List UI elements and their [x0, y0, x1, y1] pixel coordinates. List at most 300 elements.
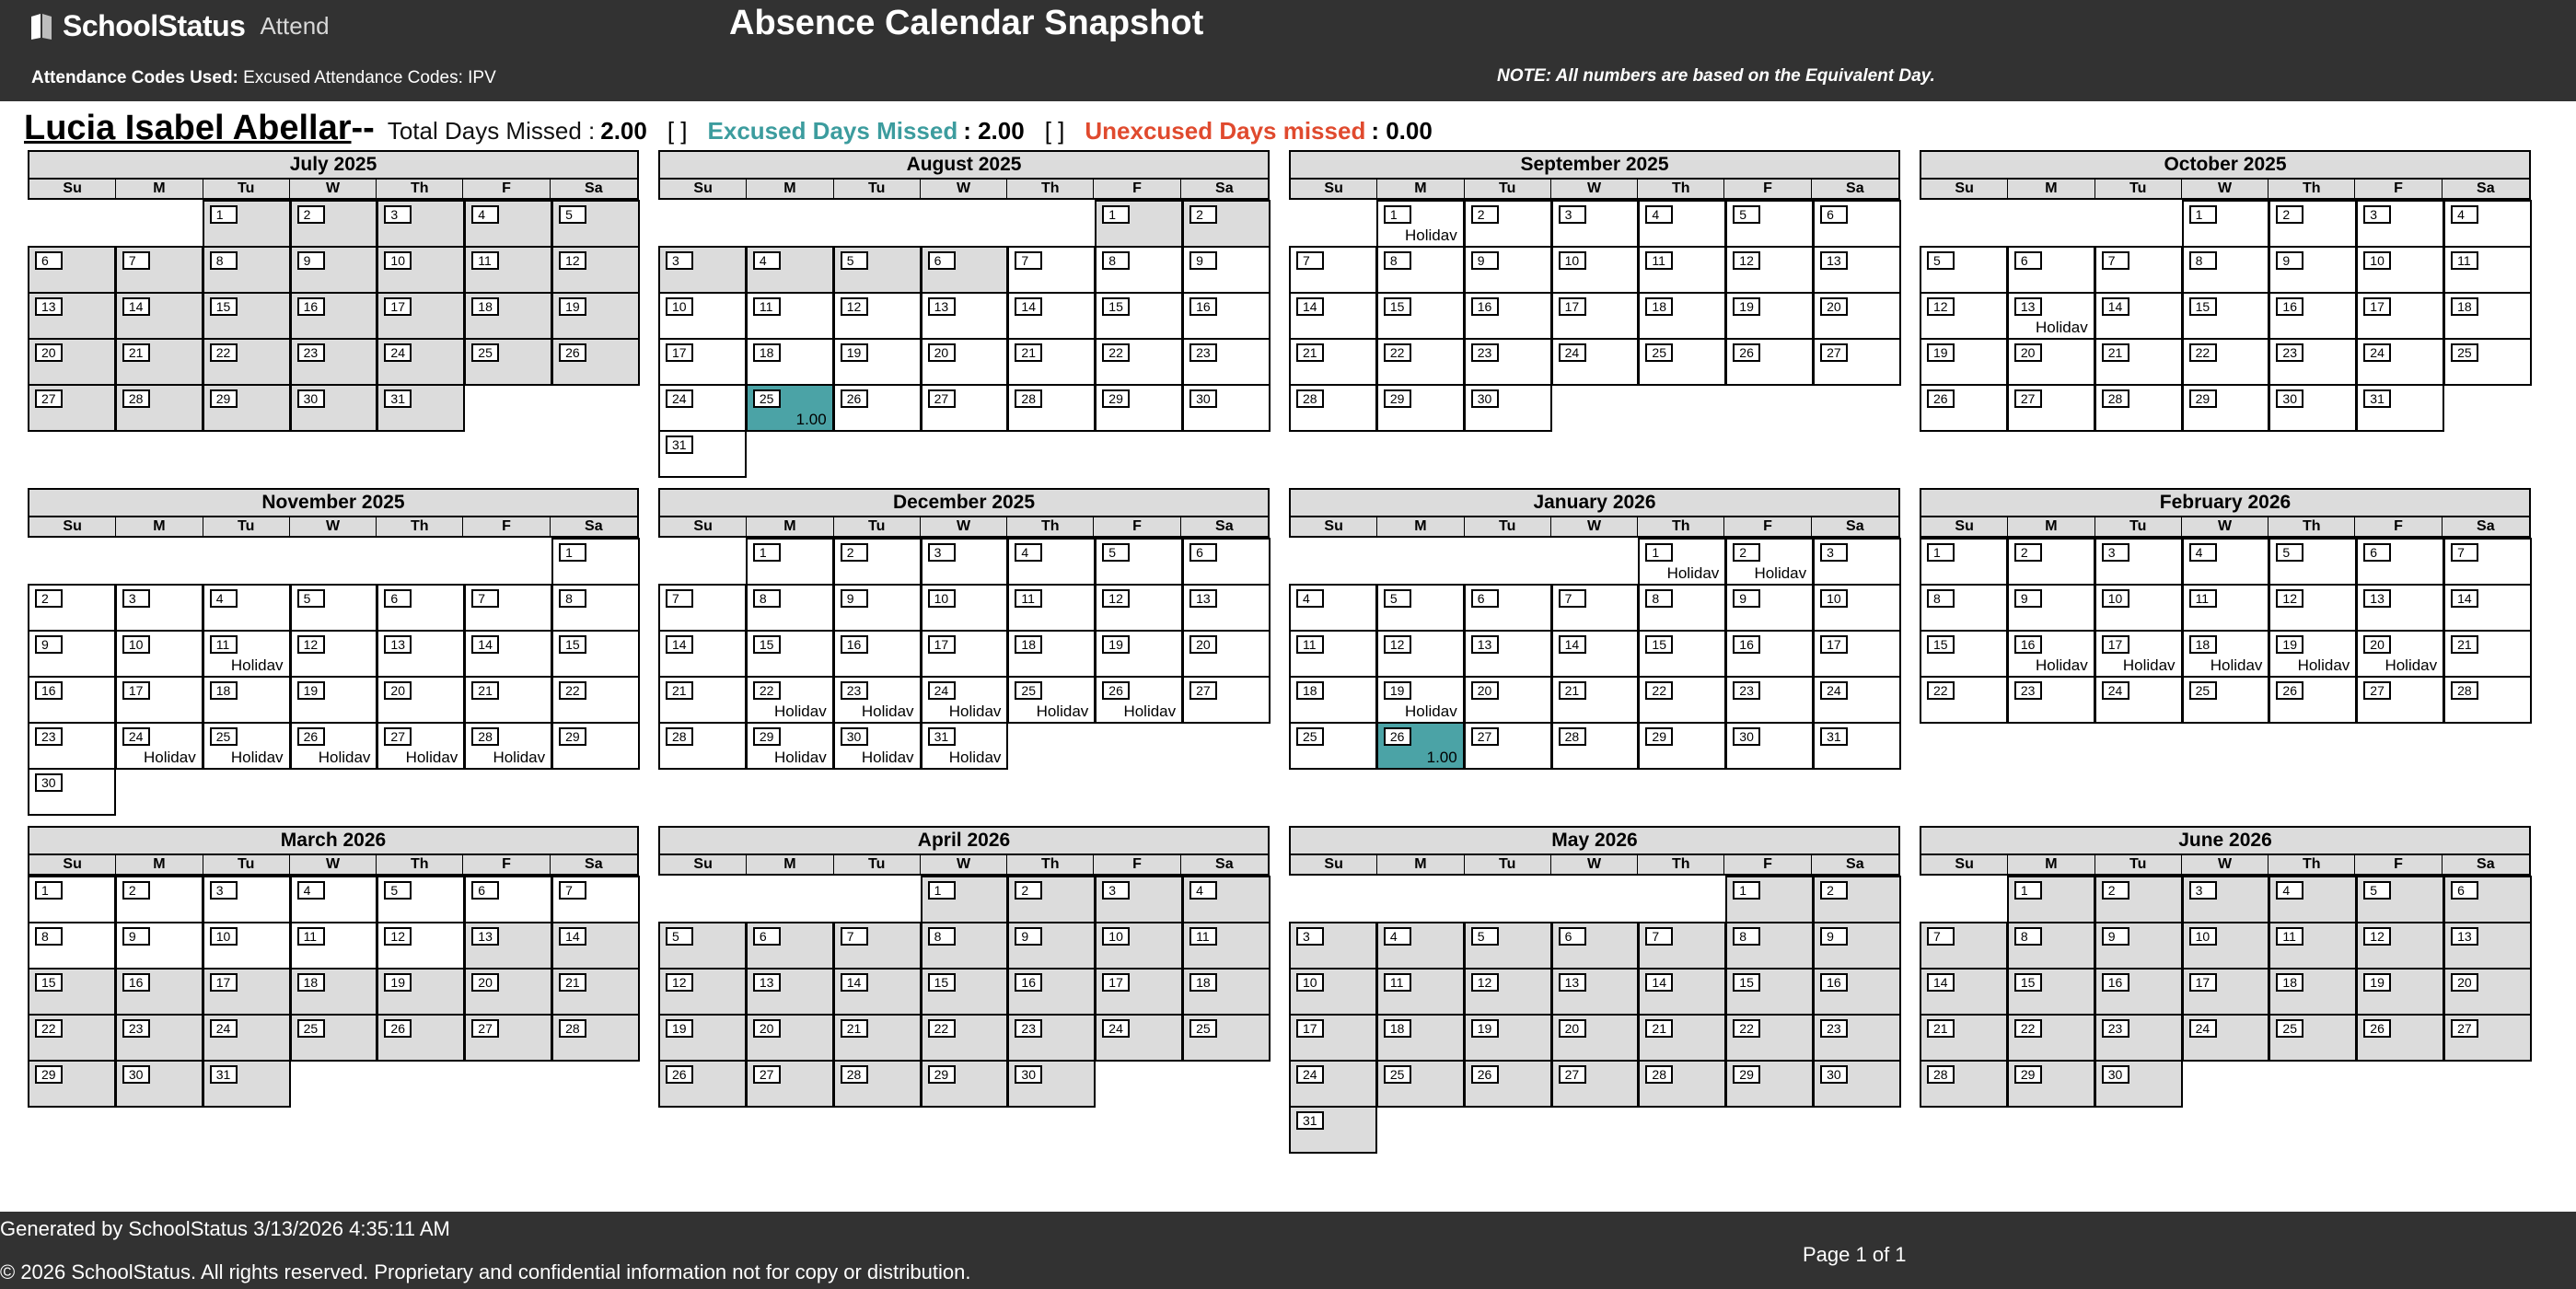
day-cell: [658, 922, 747, 970]
day-cell: [1464, 676, 1552, 724]
day-number: 1: [1733, 881, 1760, 900]
day-number: 20: [35, 343, 63, 362]
month-title: April 2026: [658, 826, 1270, 855]
weekday-label: Th: [1007, 180, 1094, 198]
day-number: 29: [559, 727, 586, 746]
day-number: 14: [2451, 589, 2478, 608]
day-cell: [1725, 876, 1814, 923]
day-number: 3: [928, 543, 956, 562]
day-cell: [921, 338, 1009, 386]
day-number: 5: [841, 251, 868, 270]
day-number: 29: [928, 1065, 956, 1084]
day-number: 20: [928, 343, 956, 362]
holiday-label: Holidav: [948, 749, 1002, 766]
day-cell: [1376, 246, 1465, 294]
empty-cell: [2007, 200, 2095, 248]
day-cell: [1725, 292, 1814, 340]
day-cell: [746, 584, 834, 632]
day-number: 1: [1645, 543, 1673, 562]
day-cell: [2182, 200, 2270, 248]
day-cell: [1007, 1014, 1096, 1062]
day-number: 12: [1733, 251, 1760, 270]
day-number: 18: [2189, 635, 2217, 654]
day-number: 16: [297, 297, 325, 316]
day-number: 29: [210, 389, 238, 408]
day-cell: [1813, 876, 1901, 923]
day-number: 21: [841, 1019, 868, 1038]
day-number: 30: [841, 727, 868, 746]
day-cell: [2094, 584, 2183, 632]
day-cell: [2443, 630, 2532, 678]
day-cell: [2007, 1014, 2095, 1062]
page-number: Page 1 of 1: [1803, 1243, 1907, 1266]
weekday-header: [658, 517, 1270, 538]
day-number: 6: [928, 251, 956, 270]
day-number: 5: [2363, 881, 2391, 900]
day-number: 5: [1102, 543, 1130, 562]
day-cell: [1920, 630, 2008, 678]
brand-logo: [29, 9, 330, 43]
day-number: 15: [1927, 635, 1955, 654]
day-number: 7: [666, 589, 693, 608]
day-cell: [2094, 384, 2183, 432]
day-cell: [746, 630, 834, 678]
empty-cell: [1289, 200, 1377, 248]
weekday-label: Sa: [1215, 856, 1234, 872]
day-number: 2: [1471, 205, 1499, 224]
weekday-label: Su: [660, 855, 747, 874]
day-cell: [2356, 292, 2444, 340]
weekday-label: F: [463, 517, 550, 536]
day-number: 28: [559, 1019, 586, 1038]
day-number: 25: [2451, 343, 2478, 362]
empty-cell: [115, 200, 203, 248]
day-cell: [203, 630, 291, 678]
day-number: 15: [1645, 635, 1673, 654]
unexcused-legend-box: [ ]: [1044, 117, 1065, 145]
day-cell: [464, 676, 552, 724]
day-number: 13: [753, 973, 781, 992]
day-cell: [28, 246, 116, 294]
day-number: 19: [841, 343, 868, 362]
day-cell: [921, 676, 1009, 724]
day-cell: [2443, 200, 2532, 248]
day-number: 14: [471, 635, 499, 654]
weekday-label: Su: [1291, 517, 1377, 536]
weekday-label: W: [921, 855, 1007, 874]
weekday-label: Sa: [1846, 518, 1864, 534]
weekday-label: W: [1551, 517, 1638, 536]
day-number: 28: [2451, 681, 2478, 700]
weekday-label: Tu: [834, 180, 921, 198]
day-cell: [658, 1014, 747, 1062]
day-cell: [921, 1014, 1009, 1062]
day-number: 25: [2276, 1019, 2303, 1038]
day-number: 4: [1015, 543, 1042, 562]
day-cell: [290, 292, 378, 340]
day-number: 17: [384, 297, 412, 316]
day-cell: [1920, 384, 2008, 432]
day-number: 10: [1296, 973, 1324, 992]
day-number: 15: [210, 297, 238, 316]
day-cell: [290, 584, 378, 632]
empty-cell: [1289, 876, 1377, 923]
day-number: 24: [210, 1019, 238, 1038]
absence-value: 1.00: [1426, 749, 1457, 766]
day-number: 25: [1015, 681, 1042, 700]
day-number: 27: [753, 1065, 781, 1084]
day-cell: [28, 292, 116, 340]
day-number: 1: [35, 881, 63, 900]
day-number: 13: [384, 635, 412, 654]
day-number: 9: [2014, 589, 2042, 608]
weekday-label: Su: [1291, 855, 1377, 874]
day-cell: [1007, 292, 1096, 340]
day-number: 10: [1559, 251, 1586, 270]
weekday-label: F: [2355, 517, 2442, 536]
day-cell: [658, 1060, 747, 1108]
day-cell: [1920, 292, 2008, 340]
day-number: 1: [1384, 205, 1411, 224]
day-number: 29: [1384, 389, 1411, 408]
empty-cell: [1464, 876, 1552, 923]
day-cell: [1289, 968, 1377, 1016]
day-number: 14: [1645, 973, 1673, 992]
day-number: 1: [1927, 543, 1955, 562]
empty-cell: [1464, 538, 1552, 586]
day-cell: [2269, 630, 2357, 678]
day-number: 18: [210, 681, 238, 700]
day-cell: [1725, 338, 1814, 386]
day-number: 30: [2102, 1065, 2129, 1084]
day-cell: [203, 338, 291, 386]
day-number: 21: [2451, 635, 2478, 654]
day-cell: [2443, 584, 2532, 632]
day-number: 24: [928, 681, 956, 700]
day-cell: [115, 876, 203, 923]
month-grid: [1289, 538, 1900, 768]
day-cell: [203, 876, 291, 923]
day-cell: [1920, 1014, 2008, 1062]
weekday-header: [28, 180, 639, 200]
day-number: 3: [122, 589, 150, 608]
day-number: 8: [1102, 251, 1130, 270]
day-cell: [290, 968, 378, 1016]
day-number: 6: [753, 927, 781, 946]
day-number: 20: [1559, 1019, 1586, 1038]
day-cell: [1551, 1014, 1640, 1062]
day-cell: [2443, 246, 2532, 294]
weekday-label: Sa: [2477, 856, 2495, 872]
day-number: 7: [122, 251, 150, 270]
day-number: 26: [1384, 727, 1411, 746]
day-cell: [1813, 292, 1901, 340]
day-cell: [1920, 538, 2008, 586]
day-cell: [551, 584, 640, 632]
day-cell: [1095, 968, 1183, 1016]
day-cell: [1007, 584, 1096, 632]
day-cell: [464, 922, 552, 970]
day-number: 18: [297, 973, 325, 992]
day-cell: [1289, 584, 1377, 632]
day-number: 17: [2363, 297, 2391, 316]
day-cell: [1638, 538, 1726, 586]
book-icon: [29, 13, 53, 41]
day-cell: [1725, 538, 1814, 586]
day-cell: [28, 584, 116, 632]
day-cell: [1920, 246, 2008, 294]
day-cell: [658, 676, 747, 724]
empty-cell: [746, 200, 834, 248]
day-number: 23: [2276, 343, 2303, 362]
day-number: 9: [2276, 251, 2303, 270]
day-number: 31: [2363, 389, 2391, 408]
day-number: 27: [1471, 727, 1499, 746]
day-cell: [2356, 876, 2444, 923]
day-cell: [1813, 1060, 1901, 1108]
day-number: 16: [1471, 297, 1499, 316]
day-number: 7: [1015, 251, 1042, 270]
empty-cell: [658, 538, 747, 586]
day-cell: [377, 722, 465, 770]
day-cell: [1551, 922, 1640, 970]
day-number: 15: [35, 973, 63, 992]
day-number: 2: [1015, 881, 1042, 900]
empty-cell: [1551, 538, 1640, 586]
day-cell: [921, 876, 1009, 923]
day-cell: [1464, 384, 1552, 432]
day-number: 21: [1559, 681, 1586, 700]
weekday-label: Su: [660, 517, 747, 536]
day-cell: [1813, 538, 1901, 586]
day-cell: [2182, 538, 2270, 586]
month-title: December 2025: [658, 488, 1270, 517]
day-number: 22: [35, 1019, 63, 1038]
day-number: 15: [1102, 297, 1130, 316]
weekday-label: W: [290, 180, 377, 198]
day-cell: [1007, 1060, 1096, 1108]
month-calendar: [28, 488, 639, 814]
day-number: 18: [2276, 973, 2303, 992]
day-number: 6: [35, 251, 63, 270]
day-cell: [551, 676, 640, 724]
day-number: 5: [1471, 927, 1499, 946]
day-number: 6: [1820, 205, 1848, 224]
day-cell: [1638, 676, 1726, 724]
day-cell: [2182, 922, 2270, 970]
day-cell: [203, 292, 291, 340]
day-cell: [2094, 1060, 2183, 1108]
day-cell: [115, 584, 203, 632]
day-cell: [921, 384, 1009, 432]
day-number: 31: [384, 389, 412, 408]
day-cell: [1551, 292, 1640, 340]
day-number: 25: [1645, 343, 1673, 362]
day-number: 22: [1102, 343, 1130, 362]
day-cell: [1182, 876, 1271, 923]
day-number: 2: [297, 205, 325, 224]
day-cell: [115, 968, 203, 1016]
day-number: 6: [1471, 589, 1499, 608]
day-cell: [1725, 922, 1814, 970]
day-cell: [377, 922, 465, 970]
empty-cell: [1638, 876, 1726, 923]
day-number: 16: [1189, 297, 1217, 316]
day-cell: [1376, 676, 1465, 724]
day-cell: [833, 338, 922, 386]
day-number: 7: [1296, 251, 1324, 270]
day-cell: [2182, 968, 2270, 1016]
day-cell: [1464, 968, 1552, 1016]
day-number: 29: [1102, 389, 1130, 408]
day-cell: [2269, 338, 2357, 386]
day-number: 17: [666, 343, 693, 362]
day-cell: [1920, 338, 2008, 386]
day-number: 22: [1927, 681, 1955, 700]
empty-cell: [377, 538, 465, 586]
day-number: 30: [1189, 389, 1217, 408]
day-cell: [1638, 630, 1726, 678]
weekday-header: [1289, 517, 1900, 538]
day-number: 17: [1559, 297, 1586, 316]
day-number: 12: [1471, 973, 1499, 992]
day-cell: [1638, 1014, 1726, 1062]
holiday-label: Holidav: [1036, 703, 1089, 720]
day-cell: [377, 338, 465, 386]
weekday-label: Th: [1007, 855, 1094, 874]
weekday-label: Th: [377, 517, 463, 536]
day-cell: [658, 246, 747, 294]
empty-cell: [1551, 876, 1640, 923]
day-cell: [1464, 246, 1552, 294]
day-number: 12: [1927, 297, 1955, 316]
weekday-label: Th: [2269, 180, 2355, 198]
day-cell: [1920, 922, 2008, 970]
day-number: 8: [210, 251, 238, 270]
day-number: 1: [2014, 881, 2042, 900]
day-number: 1: [1102, 205, 1130, 224]
weekday-label: M: [1377, 180, 1464, 198]
day-cell: [1725, 1014, 1814, 1062]
day-number: 19: [559, 297, 586, 316]
weekday-label: Su: [29, 517, 116, 536]
day-cell: [1638, 338, 1726, 386]
day-number: 7: [2451, 543, 2478, 562]
day-cell: [658, 630, 747, 678]
day-cell: [1638, 246, 1726, 294]
day-cell: [833, 630, 922, 678]
day-number: 2: [1733, 543, 1760, 562]
weekday-label: Tu: [2095, 180, 2182, 198]
day-cell: [203, 584, 291, 632]
month-title: September 2025: [1289, 150, 1900, 180]
day-number: 28: [1015, 389, 1042, 408]
equivalent-day-note: NOTE: All numbers are based on the Equivalent Day.: [1497, 66, 1935, 86]
day-cell: [2356, 584, 2444, 632]
day-cell: [2443, 922, 2532, 970]
day-number: 19: [297, 681, 325, 700]
day-cell: [1182, 384, 1271, 432]
student-name: Lucia Isabel Abellar: [24, 109, 352, 147]
day-number: 20: [471, 973, 499, 992]
weekday-label: F: [1094, 855, 1180, 874]
day-number: 21: [1645, 1019, 1673, 1038]
day-number: 26: [384, 1019, 412, 1038]
day-cell: [1289, 292, 1377, 340]
weekday-label: Th: [1007, 517, 1094, 536]
day-number: 12: [297, 635, 325, 654]
day-number: 10: [666, 297, 693, 316]
day-number: 8: [928, 927, 956, 946]
day-cell: [2356, 538, 2444, 586]
day-number: 11: [1645, 251, 1673, 270]
day-number: 28: [122, 389, 150, 408]
day-number: 30: [1820, 1065, 1848, 1084]
weekday-label: W: [290, 517, 377, 536]
day-cell: [1095, 538, 1183, 586]
holiday-label: Holidav: [1123, 703, 1177, 720]
month-calendar: [28, 150, 639, 430]
day-cell: [1007, 384, 1096, 432]
day-cell: [1095, 200, 1183, 248]
day-number: 26: [841, 389, 868, 408]
month-grid: [658, 200, 1270, 476]
day-cell: [1464, 1060, 1552, 1108]
day-number: 12: [841, 297, 868, 316]
day-number: 18: [1645, 297, 1673, 316]
day-cell: [1182, 676, 1271, 724]
day-number: 6: [384, 589, 412, 608]
absence-value: 1.00: [795, 411, 827, 428]
day-number: 2: [2102, 881, 2129, 900]
day-cell: [2269, 292, 2357, 340]
day-number: 5: [384, 881, 412, 900]
day-cell: [1464, 1014, 1552, 1062]
day-number: 7: [1559, 589, 1586, 608]
weekday-label: M: [1377, 517, 1464, 536]
day-number: 10: [122, 635, 150, 654]
day-number: 16: [2102, 973, 2129, 992]
day-cell: [1182, 200, 1271, 248]
day-number: 25: [471, 343, 499, 362]
month-grid: [658, 538, 1270, 768]
day-number: 21: [1296, 343, 1324, 362]
month-grid: [1289, 876, 1900, 1152]
day-cell: [1551, 1060, 1640, 1108]
weekday-label: Su: [1291, 180, 1377, 198]
day-cell: [2182, 584, 2270, 632]
day-cell: [28, 968, 116, 1016]
day-number: 3: [210, 881, 238, 900]
day-number: 22: [559, 681, 586, 700]
day-cell: [1725, 968, 1814, 1016]
day-number: 13: [1820, 251, 1848, 270]
day-cell: [1464, 722, 1552, 770]
day-cell: [2443, 968, 2532, 1016]
empty-cell: [28, 200, 116, 248]
day-number: 3: [2363, 205, 2391, 224]
day-number: 9: [297, 251, 325, 270]
day-cell: [1182, 922, 1271, 970]
day-number: 8: [1384, 251, 1411, 270]
day-number: 5: [1733, 205, 1760, 224]
day-cell: [833, 1060, 922, 1108]
day-cell: [658, 384, 747, 432]
day-number: 13: [1559, 973, 1586, 992]
day-cell: [1095, 1014, 1183, 1062]
empty-cell: [1289, 538, 1377, 586]
absence-day-cell: [1376, 722, 1465, 770]
